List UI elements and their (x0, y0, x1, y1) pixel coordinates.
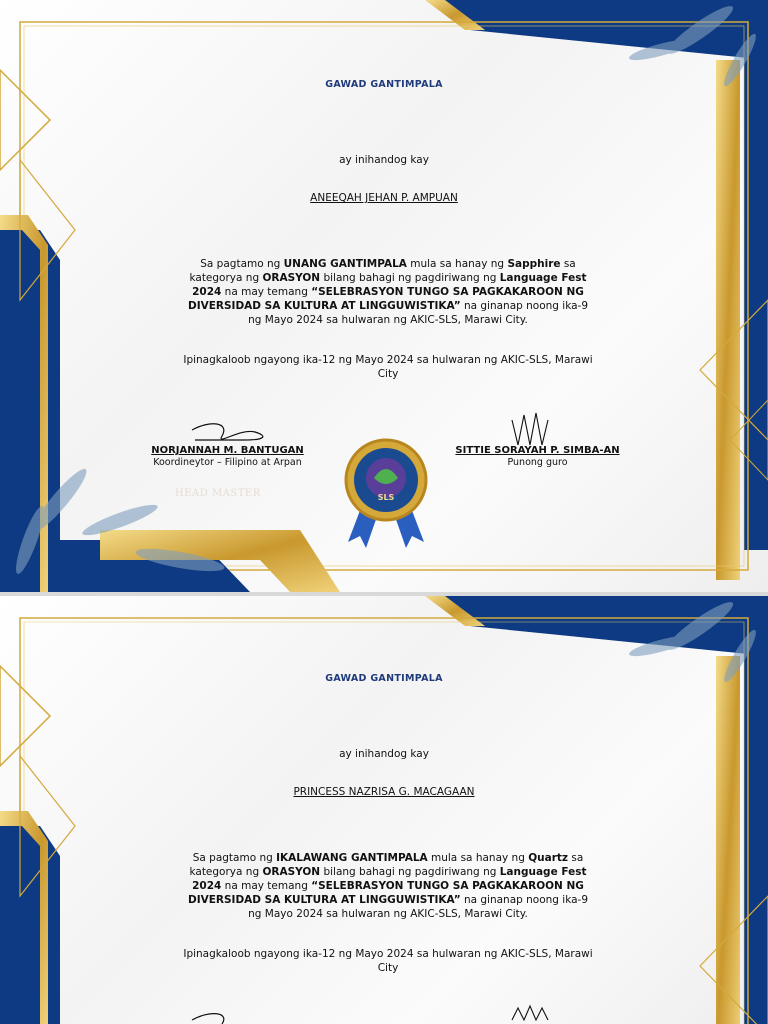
signatory-right (450, 445, 625, 469)
award-description: Sa pagtamo ng UNANG GANTIMPALA mula sa hanay ng Sapphire sa kategorya ng ORASYON bilang bahagi ng pagdiriwang ng Language Fest 2024 na may temang “SELEBRASYON TUNGO SA PAGKAKAROON NG DIVERSIDAD SA KULTURA AT LINGGUWISTIKA” na ginanap noong ika-9 ng Mayo 2024 sa hulwaran ng AKIC-SLS, Marawi City. (187, 258, 589, 326)
presented-to-text: ay inihandog kay (339, 154, 429, 166)
ghost-watermark-text: HEAD MASTER (175, 488, 261, 499)
presented-to-text: ay inihandog kay (339, 748, 429, 760)
award-section: Quartz (528, 852, 569, 864)
award-rank: UNANG GANTIMPALA (283, 258, 407, 270)
recipient-name: PRINCESS NAZRISA G. MACAGAAN (293, 786, 475, 798)
signatory-right-role: Punong guro (507, 457, 568, 468)
school-seal (336, 430, 436, 550)
award-category: ORASYON (262, 272, 321, 284)
event-theme: “SELEBRASYON TUNGO SA PAGKAKAROON NG DIVERSIDAD SA KULTURA AT LINGGUWISTIKA” (187, 286, 584, 312)
given-date-text: Ipinagkaloob ngayong ika-12 ng Mayo 2024 sa hulwaran ng AKIC-SLS, Marawi City (183, 948, 593, 974)
certificate-title: GAWAD GANTIMPALA (325, 79, 443, 90)
certificate-2 (0, 596, 768, 1024)
event-theme: “SELEBRASYON TUNGO SA PAGKAKAROON NG DIVERSIDAD SA KULTURA AT LINGGUWISTIKA” (187, 880, 584, 906)
seal-text: SLS (377, 493, 395, 502)
signatory-left-role: Koordineytor – Filipino at Arpan (153, 457, 302, 468)
award-section: Sapphire (507, 258, 561, 270)
given-date-text: Ipinagkaloob ngayong ika-12 ng Mayo 2024 sa hulwaran ng AKIC-SLS, Marawi City (183, 354, 593, 380)
certificate-title: GAWAD GANTIMPALA (325, 673, 443, 684)
signatory-right-name: SITTIE SORAYAH P. SIMBA-AN (455, 445, 620, 456)
award-category: ORASYON (262, 866, 321, 878)
signatory-left-name: NORJANNAH M. BANTUGAN (151, 445, 304, 456)
signatory-left (140, 445, 315, 469)
award-rank: IKALAWANG GANTIMPALA (276, 852, 428, 864)
event-name: Language Fest 2024 (192, 866, 587, 892)
award-description: Sa pagtamo ng IKALAWANG GANTIMPALA mula sa hanay ng Quartz sa kategorya ng ORASYON bilang bahagi ng pagdiriwang ng Language Fest 2024 na may temang “SELEBRASYON TUNGO SA PAGKAKAROON NG DIVERSIDAD SA KULTURA AT LINGGUWISTIKA” na ginanap noong ika-9 ng Mayo 2024 sa hulwaran ng AKIC-SLS, Marawi City. (187, 852, 589, 920)
recipient-name: ANEEQAH JEHAN P. AMPUAN (310, 192, 458, 204)
event-name: Language Fest 2024 (192, 272, 587, 298)
